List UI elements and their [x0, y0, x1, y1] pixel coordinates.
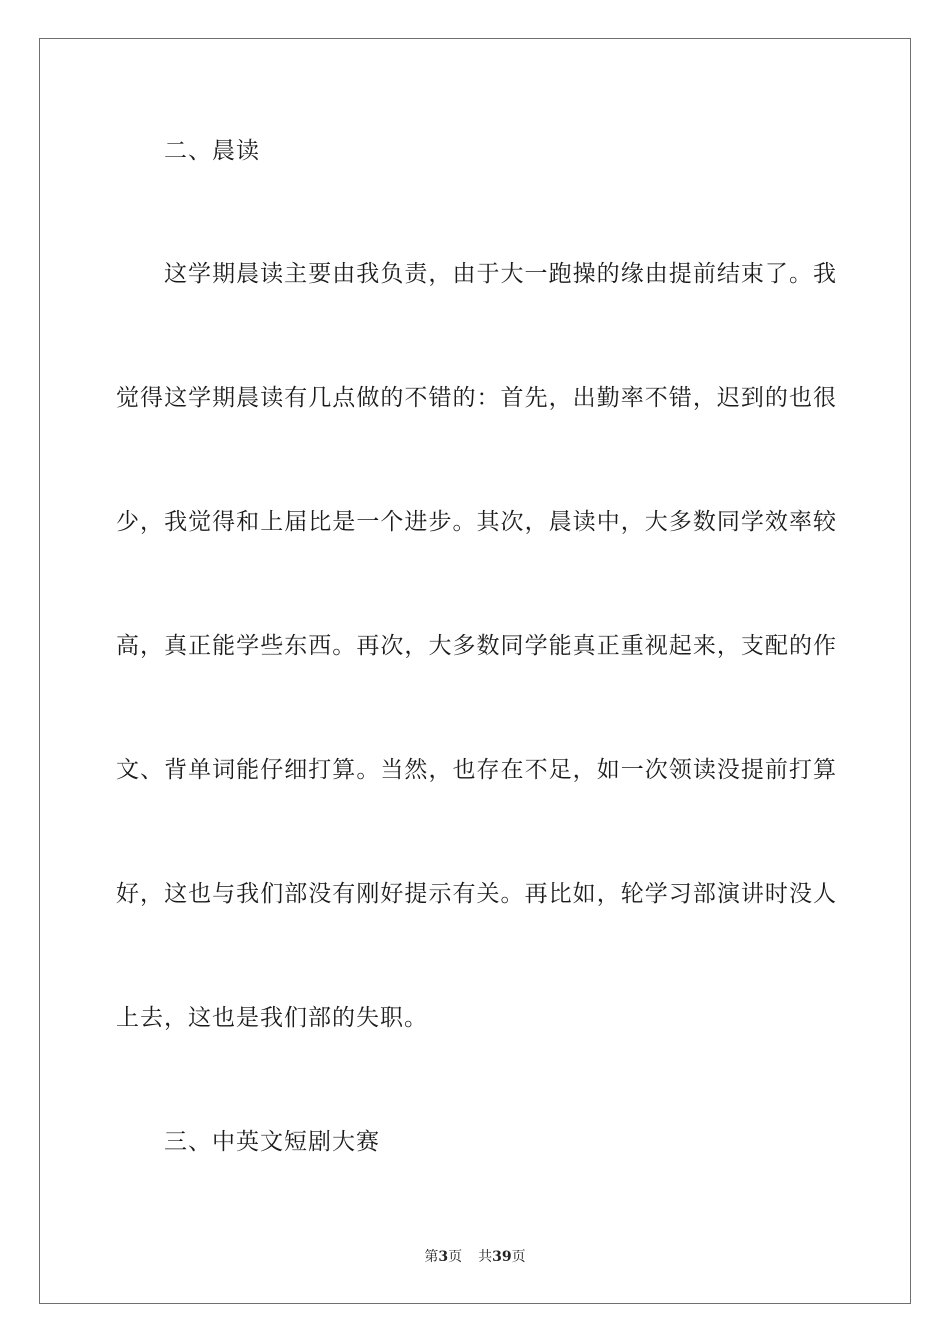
total-suffix: 页 — [511, 1249, 526, 1265]
page-current: 3 — [438, 1249, 449, 1265]
section-heading-drama-contest: 三、中英文短剧大赛 — [164, 1129, 380, 1155]
page-border — [39, 38, 911, 1304]
page-footer — [0, 1248, 950, 1266]
paragraph-line: 好，这也与我们部没有刚好提示有关。再比如，轮学习部演讲时没人 — [116, 881, 836, 907]
paragraph-line: 文、背单词能仔细打算。当然，也存在不足，如一次领读没提前打算 — [116, 757, 836, 783]
section-heading-morning-reading: 二、晨读 — [164, 138, 260, 164]
paragraph-line: 上去，这也是我们部的失职。 — [116, 1005, 428, 1031]
page-total: 39 — [492, 1249, 512, 1265]
paragraph-line: 少，我觉得和上届比是一个进步。其次，晨读中，大多数同学效率较 — [116, 509, 836, 535]
page-prefix: 第 — [424, 1249, 439, 1265]
paragraph-line: 觉得这学期晨读有几点做的不错的：首先，出勤率不错，迟到的也很 — [116, 385, 836, 411]
total-prefix: 共 — [478, 1249, 493, 1265]
page-suffix: 页 — [448, 1249, 463, 1265]
paragraph-line: 高，真正能学些东西。再次，大多数同学能真正重视起来，支配的作 — [116, 633, 836, 659]
paragraph-line: 这学期晨读主要由我负责，由于大一跑操的缘由提前结束了。我 — [164, 261, 836, 287]
